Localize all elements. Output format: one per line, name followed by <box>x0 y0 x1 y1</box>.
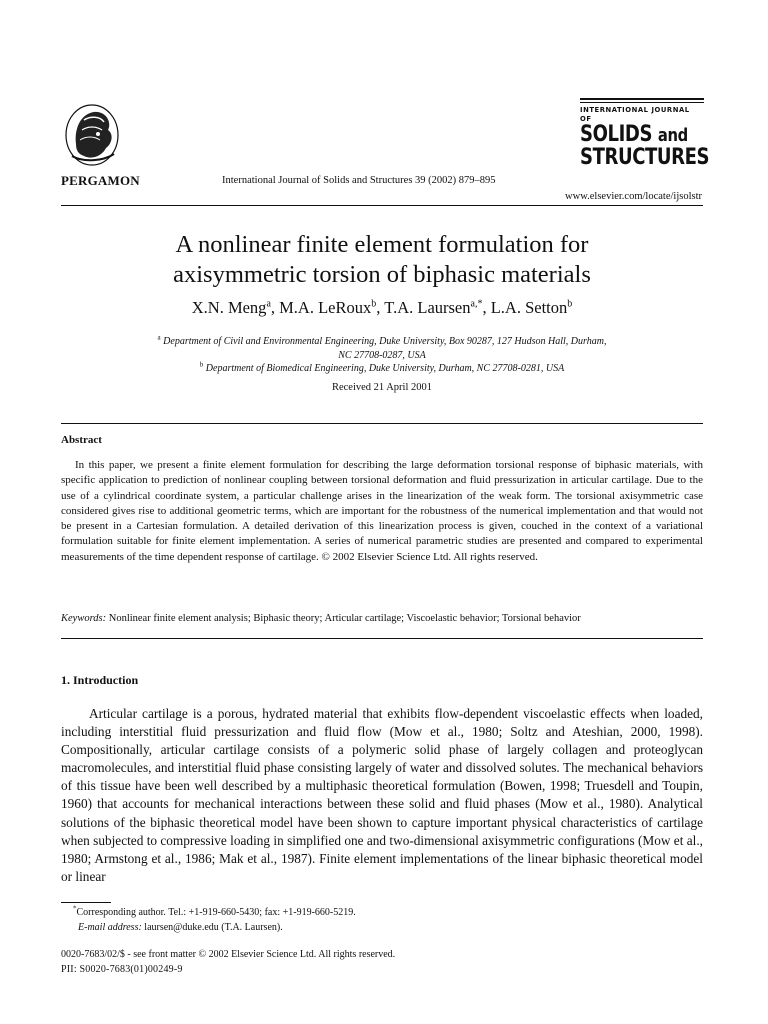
email-footnote <box>78 922 283 933</box>
author-name: L.A. Setton <box>490 298 568 317</box>
author-affil-mark: b <box>371 298 377 310</box>
keywords-label: Keywords: <box>61 613 107 624</box>
author-affil-mark: b <box>567 298 573 310</box>
footnote-mark: * <box>73 904 77 913</box>
title-line-2: axisymmetric torsion of biphasic materials <box>173 261 591 288</box>
brand-solids: SOLIDS <box>580 122 653 147</box>
header-divider <box>61 205 703 206</box>
pii-line: PII: S0020-7683(01)00249-9 <box>61 964 183 975</box>
author-list: X.N. Meng$^a$, M.A. LeRoux$^b$, T.A. Laursen$^{a,*}$, L.A. Setton$^b$ <box>191 298 573 317</box>
email-label: E-mail address: <box>78 922 142 933</box>
affiliation-text: Department of Civil and Environmental Engineering, Duke University, Box 90287, 127 Hudson Hall, Durham, <box>163 336 607 347</box>
abstract-text: In this paper, we present a finite element formulation for describing the large deformation torsional response of biphasic materials, with specific application to prediction of nonlinear coupling between torsional deformation and fluid pressurization in articular cartilage. Due to the use of a cylindrical coordinate system, a particular challenge arises in the linearization of the weak form. The torsional axisymmetric case considered gives rise to additional geometric terms, which are important for the robustness of the numerical implementation and that would not be present in a Cartesian formulation. A detailed derivation of this linearization process is given, couched in the context of a variational formulation suitable for finite element implementation. A series of numerical parametric studies are presented and compared to experimental measurements of the time dependent response of cartilage. © 2002 Elsevier Science Ltd. All rights reserved. <box>61 459 703 563</box>
brand-and: and <box>657 125 688 146</box>
author-name: M.A. LeRoux <box>279 298 372 317</box>
pergamon-logo-icon <box>62 100 124 170</box>
affiliation-text: Department of Biomedical Engineering, Duke University, Durham, NC 27708-0281, USA <box>205 363 565 374</box>
journal-citation: International Journal of Solids and Structures 39 (2002) 879–895 <box>222 175 496 186</box>
journal-brand-logo <box>580 98 710 170</box>
section-text: Articular cartilage is a porous, hydrated material that exhibits flow-dependent viscoelastic effects when loaded, including interstitial fluid pressurization and fluid flow (Mow et al., 1980; Soltz and Ateshian, 2000, 1998). Compositionally, articular cartilage consists of a polymeric solid phase of largely collagen and proteoglycan macromolecules, and interstitial fluid phase consisting largely of water and dissolved solutes. The mechanical behaviors of this tissue have been well described by a multiphasic theoretical formulation (Bowen, 1998; Truesdell and Toupin, 1960) that accounts for mechanical interactions between these solid and fluid phases (Mow et al., 1980). Analytical solutions of the biphasic theoretical model have been shown to capture important physical characteristics of cartilage when subjected to compressive loading in simplified one and two-dimensional axisymmetric configurations (Mow et al., 1980; Armstong et al., 1986; Mak et al., 1987). Finite element implementations of the linear biphasic theoretical model or linear <box>61 706 703 884</box>
section-heading: 1. Introduction <box>61 673 139 687</box>
journal-url-link[interactable]: www.elsevier.com/locate/ijsolstr <box>565 191 702 202</box>
affiliation-mark: b <box>199 360 204 369</box>
author-affil-mark: a <box>266 298 271 310</box>
publisher-name: PERGAMON <box>61 173 140 188</box>
brand-rule <box>580 102 704 103</box>
author-affil-mark: a,* <box>470 298 483 310</box>
brand-structures: STRUCTURES <box>580 145 710 170</box>
issn-line: 0020-7683/02/$ - see front matter © 2002 Elsevier Science Ltd. All rights reserved. <box>61 949 396 960</box>
corresponding-footnote <box>73 904 356 918</box>
affiliation-text: NC 27708-0287, USA <box>338 349 426 361</box>
keywords <box>61 613 703 624</box>
brand-top-text: INTERNATIONAL JOURNAL OF <box>580 106 690 123</box>
corresponding-text: Corresponding author. Tel.: +1-919-660-5430; fax: +1-919-660-5219. <box>76 907 356 918</box>
abstract-bottom-divider <box>61 638 703 639</box>
received-date: Received 21 April 2001 <box>331 382 433 393</box>
keywords-text: Nonlinear finite element analysis; Biphasic theory; Articular cartilage; Viscoelastic behavior; Torsional behavior <box>108 613 581 624</box>
footnote-divider <box>61 902 111 903</box>
affiliation-a <box>61 335 703 362</box>
article-title <box>61 230 703 290</box>
author-name: T.A. Laursen <box>384 298 471 317</box>
abstract-heading: Abstract <box>61 434 102 446</box>
email-link[interactable]: laursen@duke.edu (T.A. Laursen). <box>144 922 283 933</box>
affiliation-mark: a <box>157 333 161 342</box>
brand-solids-line <box>580 122 688 147</box>
abstract-top-divider <box>61 423 703 424</box>
brand-rule <box>580 98 704 100</box>
affiliation-b <box>61 362 703 376</box>
title-line-1: A nonlinear finite element formulation for <box>175 231 589 258</box>
author-name: X.N. Meng <box>191 298 267 317</box>
